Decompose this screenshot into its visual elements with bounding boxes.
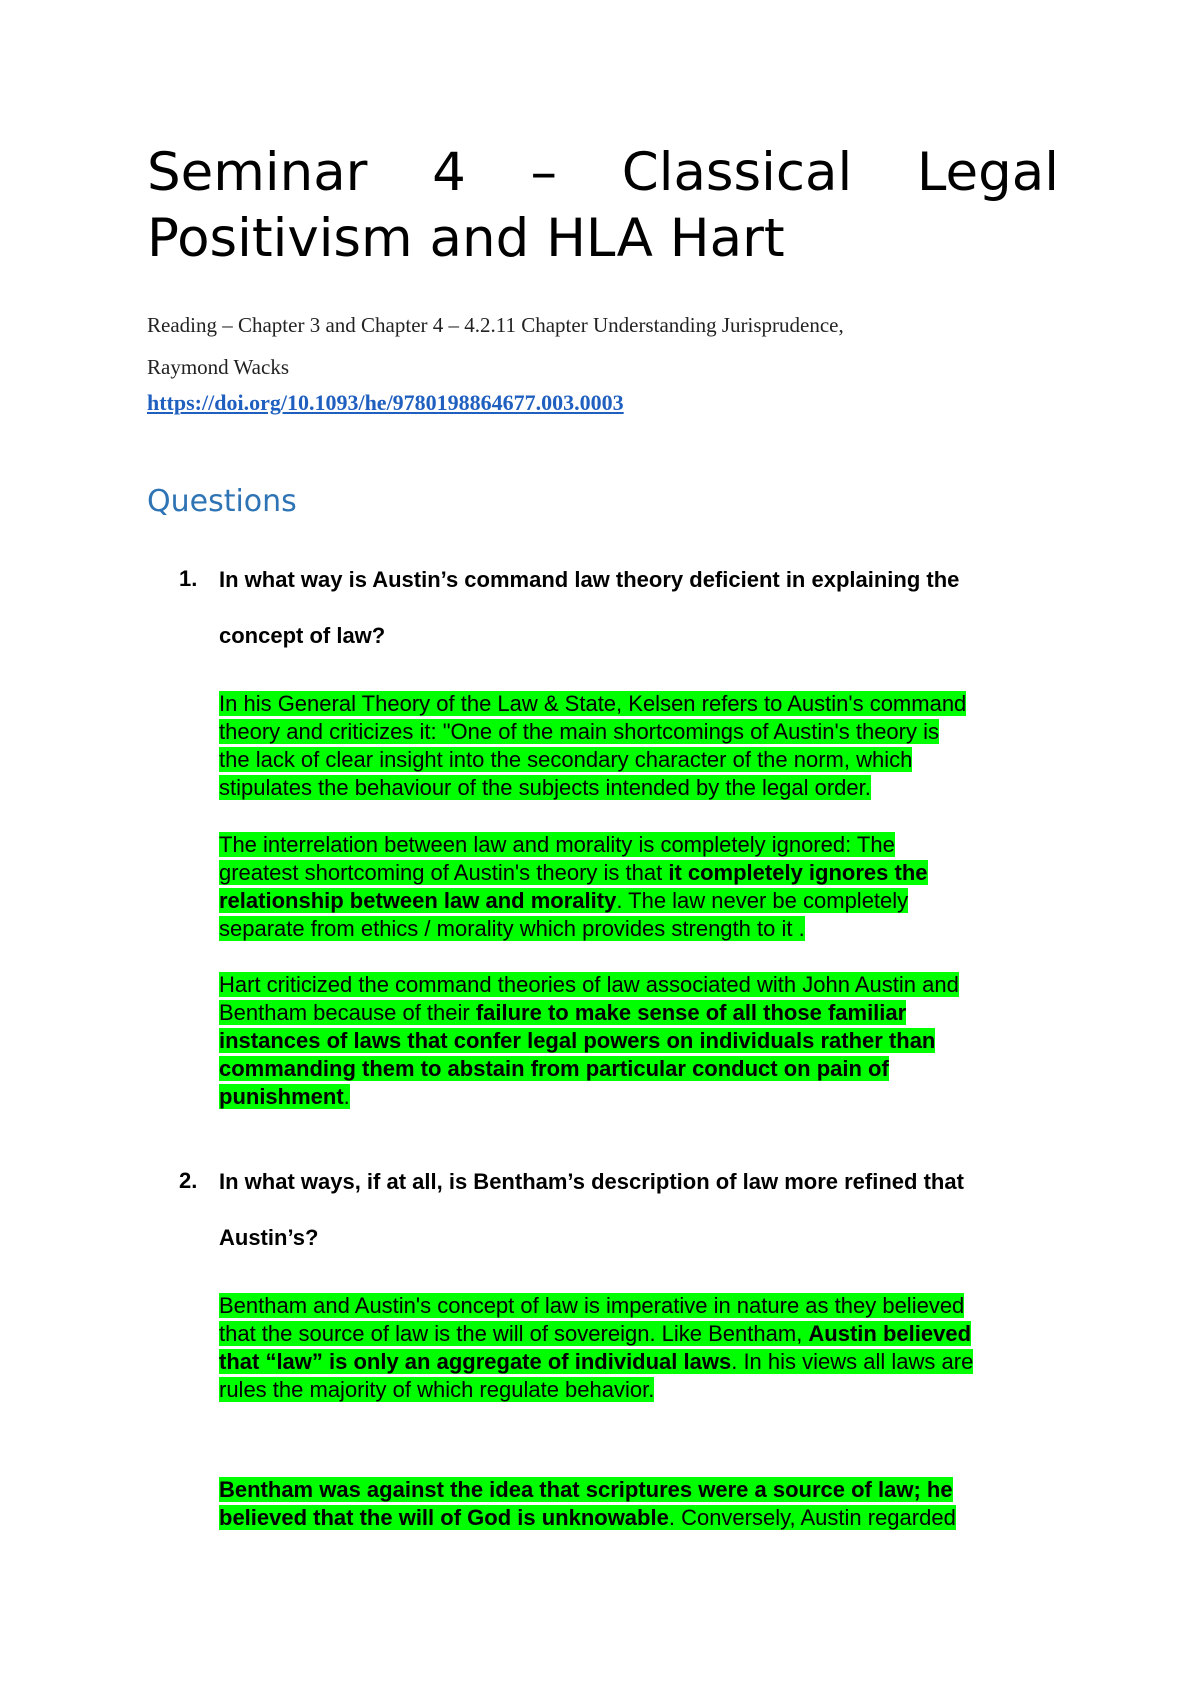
question-line: Austin’s? <box>219 1225 319 1250</box>
highlighted-text: . <box>343 1084 350 1109</box>
questions-heading: Questions <box>147 484 297 519</box>
answer-line <box>219 1348 1075 1376</box>
answer-line <box>219 1292 1075 1320</box>
answer-line <box>219 690 1075 718</box>
answer-paragraph <box>219 1292 1075 1404</box>
answer-paragraph <box>219 831 1075 943</box>
doi-link[interactable]: https://doi.org/10.1093/he/9780198864677.003.0003 <box>147 390 624 415</box>
highlighted-bold-text: commanding them to abstain from particular conduct on pain of <box>219 1056 889 1081</box>
highlighted-bold-text: relationship between law and morality <box>219 888 617 913</box>
title-word: 4 <box>432 142 466 203</box>
highlighted-bold-text: believed that the will of God is unknowable <box>219 1505 669 1530</box>
answer-line <box>219 1027 1075 1055</box>
title-word: – <box>530 142 558 203</box>
answer-line <box>219 1055 1075 1083</box>
answer-line <box>219 971 1075 999</box>
highlighted-bold-text: punishment <box>219 1084 344 1109</box>
reading-reference <box>147 304 1047 388</box>
highlighted-text: . Conversely, Austin regarded <box>668 1505 956 1530</box>
question-line: In what ways, if at all, is Bentham’s description of law more refined that <box>219 1169 964 1194</box>
answer-line <box>219 718 1075 746</box>
question-1-text <box>219 552 1069 664</box>
highlighted-text: In his General Theory of the Law & State, Kelsen refers to Austin's command <box>219 691 967 716</box>
highlighted-bold-text: Austin believed <box>808 1321 972 1346</box>
document-title <box>147 140 1059 272</box>
question-line: concept of law? <box>219 623 386 648</box>
highlighted-text: . In his views all laws are <box>731 1349 974 1374</box>
highlighted-text: rules the majority of which regulate behavior. <box>219 1377 655 1402</box>
answer-line <box>219 1476 1075 1504</box>
title-word: Seminar <box>147 142 368 203</box>
highlighted-text: The interrelation between law and morality is completely ignored: The <box>219 832 895 857</box>
question-2-text <box>219 1154 1069 1266</box>
highlighted-text: the lack of clear insight into the secondary character of the norm, which <box>219 747 913 772</box>
question-line: In what way is Austin’s command law theory deficient in explaining the <box>219 567 960 592</box>
answer-line <box>219 1504 1075 1532</box>
answer-line <box>219 915 1075 943</box>
answer-line <box>219 1083 1075 1111</box>
title-line-2: Positivism and HLA Hart <box>147 208 785 269</box>
answer-line <box>219 887 1075 915</box>
highlighted-bold-text: it completely ignores the <box>668 860 928 885</box>
answer-line <box>219 1376 1075 1404</box>
highlighted-text: greatest shortcoming of Austin's theory is that <box>219 860 669 885</box>
answer-line <box>219 1320 1075 1348</box>
answer-line <box>219 746 1075 774</box>
question-number: 2. <box>179 1168 198 1193</box>
answer-line <box>219 859 1075 887</box>
answer-line <box>219 774 1075 802</box>
highlighted-text: stipulates the behaviour of the subjects intended by the legal order. <box>219 775 871 800</box>
highlighted-bold-text: instances of laws that confer legal powers on individuals rather than <box>219 1028 936 1053</box>
answer-line <box>219 999 1075 1027</box>
answer-paragraph <box>219 971 1075 1111</box>
highlighted-text: theory and criticizes it: "One of the main shortcomings of Austin's theory is <box>219 719 939 744</box>
answer-paragraph <box>219 690 1075 802</box>
highlighted-text: that the source of law is the will of sovereign. Like Bentham, <box>219 1321 809 1346</box>
title-word: Classical <box>621 142 853 203</box>
highlighted-bold-text: failure to make sense of all those familiar <box>475 1000 907 1025</box>
reading-line: Reading – Chapter 3 and Chapter 4 – 4.2.11 Chapter Understanding Jurisprudence, <box>147 313 844 337</box>
highlighted-text: Hart criticized the command theories of law associated with John Austin and <box>219 972 959 997</box>
highlighted-text: Bentham because of their <box>219 1000 476 1025</box>
highlighted-text: Bentham and Austin's concept of law is imperative in nature as they believed <box>219 1293 965 1318</box>
title-word: Legal <box>916 142 1059 203</box>
highlighted-text: . The law never be completely <box>616 888 909 913</box>
highlighted-text: separate from ethics / morality which provides strength to it . <box>219 916 805 941</box>
answer-line <box>219 831 1075 859</box>
reading-author: Raymond Wacks <box>147 355 289 379</box>
answer-paragraph <box>219 1476 1075 1532</box>
highlighted-bold-text: Bentham was against the idea that scriptures were a source of law; he <box>219 1477 953 1502</box>
title-line-1 <box>147 140 1059 206</box>
question-number: 1. <box>179 566 198 591</box>
highlighted-bold-text: that “law” is only an aggregate of individual laws <box>219 1349 732 1374</box>
